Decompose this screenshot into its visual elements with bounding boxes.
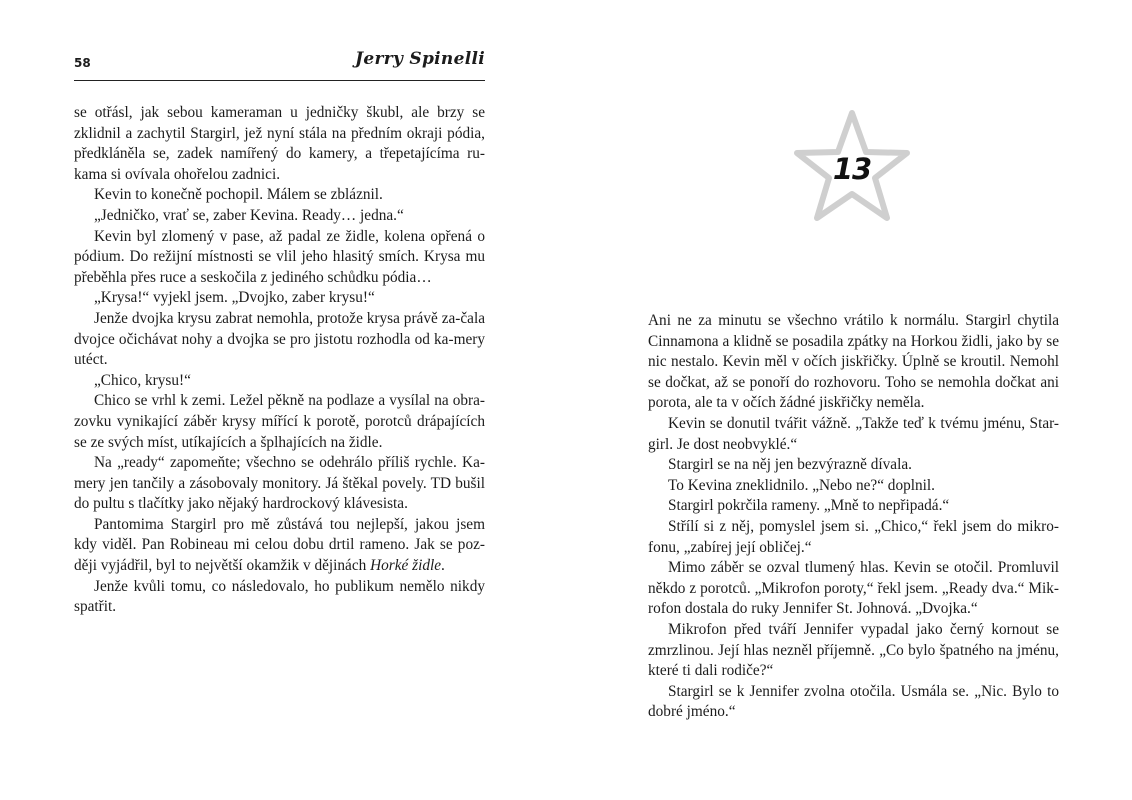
text-line: „Chico, krysu!“	[94, 371, 191, 389]
text-line: mu přeběhla přes ruce a seskočila z jediného schůdku pódia…	[74, 248, 486, 286]
text-line: spatřit.	[74, 598, 117, 616]
text-line: se ze svých míst, utíkajících a šplhajících na židle.	[74, 433, 383, 451]
left-body-text	[74, 103, 485, 618]
text-line: „Krysa!“ vyjekl jsem. „Dvojko, zaber krysu!“	[94, 289, 375, 307]
italic-title: Horké židle	[370, 557, 442, 575]
text-line: Kevin to konečně pochopil. Málem se zbláznil.	[94, 186, 383, 204]
text-line: Jenže dvojka krysu zabrat nemohla, protože krysa právě za-	[94, 309, 461, 327]
paragraph	[648, 476, 1059, 497]
paragraph	[648, 517, 1059, 558]
text-line: Pantomima Stargirl pro mě zůstává tou nejlepší, jakou jsem	[94, 515, 485, 533]
text-line: Ani ne za minutu se všechno vrátilo k normálu. Stargirl chytila	[648, 312, 1059, 329]
text-line: fonu, „zabírej její obličej.“	[648, 538, 812, 556]
paragraph	[74, 453, 485, 515]
paragraph	[648, 682, 1059, 723]
running-head-author: Jerry Spinelli	[355, 49, 485, 69]
text-line: Stargirl se k Jennifer zvolna otočila. Usmála se. „Nic. Bylo to	[668, 682, 1059, 700]
paragraph	[648, 311, 1059, 414]
text-line: mery jen tančily a zásobovaly monitory. Já štěkal povely. TD bušil	[74, 474, 485, 492]
text-line: kama si ovívala ohořelou zadnici.	[74, 165, 281, 183]
text-line: zklidnil a zachytil Stargirl, jež nyní stála na předním okraji pódia,	[74, 124, 485, 142]
text-line: girl. Je dost neobvyklé.“	[648, 435, 798, 453]
paragraph	[74, 371, 485, 392]
paragraph	[648, 558, 1059, 620]
text-line: ději vyjádřil, byl to největší okamžik v dějinách	[74, 557, 371, 575]
text-line: Stargirl se na něj jen bezvýrazně dívala.	[668, 456, 912, 474]
right-body-text	[648, 311, 1059, 723]
paragraph	[74, 391, 485, 453]
text-line: Stargirl pokrčila rameny. „Mně to nepřipadá.“	[668, 497, 950, 515]
paragraph	[648, 496, 1059, 517]
text-line: Jenže kvůli tomu, co následovalo, ho publikum nemělo nikdy	[94, 577, 485, 595]
text-line: o pódium. Do režijní místnosti se vlil jeho hlasitý smích. Krysa	[74, 227, 485, 266]
page-number: 58	[74, 56, 91, 70]
text-line: někdo z porotců. „Mikrofon poroty,“ řekl jsem. „Ready dva.“ Mik-	[648, 579, 1059, 597]
text-line: Kevin byl zlomený v pase, až padal ze židle, kolena opřená	[94, 227, 472, 245]
paragraph	[648, 620, 1059, 682]
paragraph	[74, 288, 485, 309]
chapter-star-ornament	[792, 108, 912, 226]
text-line: Chico se vrhl k zemi. Ležel pěkně na podlaze a vysílal na obra-	[94, 392, 485, 410]
paragraph	[74, 206, 485, 227]
text-line: „Jedničko, vrať se, zaber Kevina. Ready… jedna.“	[94, 206, 404, 224]
text-line: Kevin se donutil tvářit vážně. „Takže teď k tvému jménu, Star-	[668, 414, 1059, 432]
text-line: se otřásl, jak sebou kameraman u jedničky škubl, ale brzy se	[74, 104, 485, 121]
text-line: které ti dali rodiče?“	[648, 662, 774, 680]
paragraph	[74, 515, 485, 577]
text-line: ani porota, ale ta v očích žádné jiskřičky neměla.	[648, 373, 1060, 412]
text-line: čala dvojce očichávat nohy a dvojka se pro jistotu rozhodla od ka-	[74, 309, 485, 348]
text-line: nic nestalo. Kevin měl v očích jiskřičky. Úplně se kroutil. Nemohl	[648, 353, 1059, 371]
text-line: se dočkat, až se ponoří do rozhovoru. Toho se nemohla dočkat	[648, 373, 1036, 391]
paragraph	[648, 414, 1059, 455]
running-head	[74, 50, 485, 81]
text-line: předkláněla se, zadek namířený do kamery, a třepetajícíma ru-	[74, 145, 485, 163]
text-line: kdy viděl. Pan Robineau mi celou dobu drtil rameno. Jak se poz-	[74, 536, 485, 554]
text-line: dobré jméno.“	[648, 703, 736, 721]
text-line: Na „ready“ zapomeňte; všechno se odehrálo příliš rychle. Ka-	[94, 454, 485, 472]
text-line: mery utéct.	[74, 330, 485, 369]
text-line: rofon dostala do ruky Jennifer St. Johnová. „Dvojka.“	[648, 600, 978, 618]
text-line: zmrzlinou. Její hlas nezněl příjemně. „Co bylo špatného na jménu,	[648, 641, 1059, 659]
paragraph	[74, 309, 485, 371]
text-line: Střílí si z něj, pomyslel jsem si. „Chico,“ řekl jsem do mikro-	[668, 517, 1059, 535]
text-line: do pultu s tlačítky jako nějaký hardrockový klávesista.	[74, 495, 408, 513]
paragraph	[648, 455, 1059, 476]
text-line: zovku vynikající záběr krysy mířící k porotě, porotců drápajících	[74, 412, 485, 430]
right-page	[566, 0, 1132, 800]
text-line: To Kevina zneklidnilo. „Nebo ne?“ doplnil.	[668, 476, 935, 494]
text-line: Mimo záběr se ozval tlumený hlas. Kevin se otočil. Promluvil	[668, 559, 1059, 577]
text-punctuation: .	[441, 557, 445, 575]
paragraph	[74, 227, 485, 289]
text-line: Mikrofon před tváří Jennifer vypadal jako černý kornout se	[668, 620, 1059, 638]
paragraph	[74, 185, 485, 206]
chapter-number: 13	[832, 152, 872, 186]
text-line: Cinnamona a klidně se posadila zpátky na Horkou židli, jako by se	[648, 332, 1059, 350]
paragraph	[74, 577, 485, 618]
paragraph	[74, 103, 485, 185]
